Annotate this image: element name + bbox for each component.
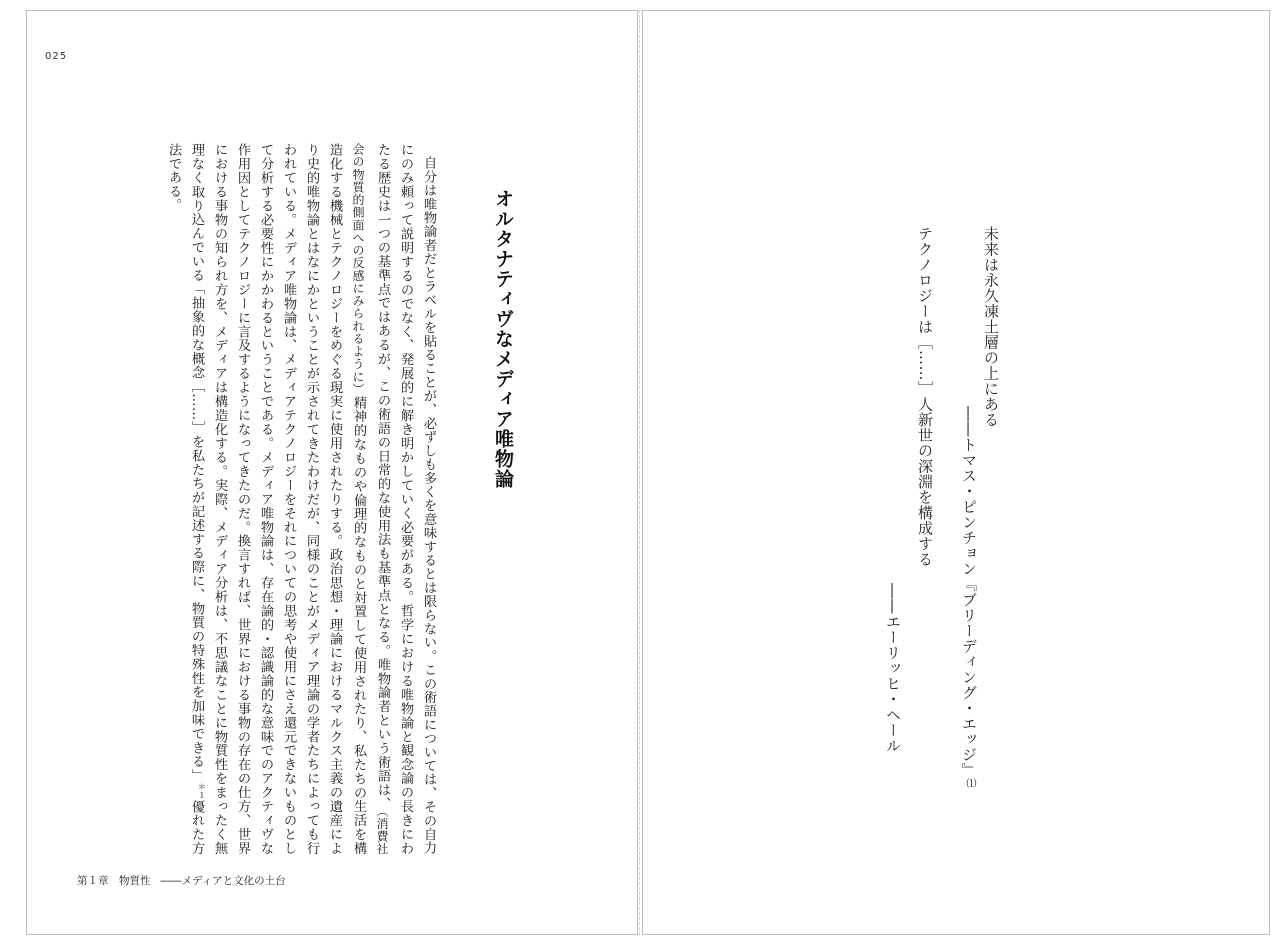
body-text-part2: 精神的なものや倫理的なものと対置して使用されたり、私たちの生活を構造化する機械とテクノロジーをめぐる現実に使用されたりする。政治思想・理論におけるマルクス主義の遺産により史的唯物論とはなにかということが示されてきたわけだが、同様のことがメディア理論の学者たちによっても行われている。メディア唯物論は、メディアテクノロジーをそれについての思考や使用にさえ還元できないものとして分析する必要性にかかわるということである。メディア唯物論は、存在論的・認識論的な意味でのアクティヴな作用因としてテクノロジーに言及するようになってきたのだ。換言すれば、世界における事物の存在の仕方、世界における事物の知られ方を、メディアは構造化する。実際、メディア分析は、不思議なことに物質性をまったく無理なく取り込んでいる「抽象的な概念［……］を私たちが記述する際に、物質の特殊性を加味できる」 xyxy=(189,143,366,855)
epigraph-attribution xyxy=(959,406,979,789)
running-foot-subtitle: ――メディアと文化の土台 xyxy=(160,875,286,887)
epigraph-quote: テクノロジーは［……］人新世の深淵を構成する xyxy=(916,226,934,567)
page-gutter xyxy=(639,10,640,935)
epigraph-attribution-text: ――トマス・ピンチョン『ブリーディング・エッジ』 xyxy=(960,406,978,778)
footnote-marker[interactable]: ＊１ xyxy=(197,782,207,800)
body-text-part3: 優れた方法である。 xyxy=(166,143,204,855)
running-foot xyxy=(77,873,286,888)
right-page xyxy=(642,10,1270,935)
epigraph-note-marker[interactable]: ⑴ xyxy=(964,778,975,789)
epigraph-attribution-text: ――エーリッヒ・ヘール xyxy=(884,583,902,754)
body-text-parenthetical: （消費社会の物質的側面への反感にみられるように） xyxy=(351,143,389,855)
left-page xyxy=(26,10,638,935)
body-text-part1: 自分は唯物論者だとラベルを貼ることが、必ずしも多くを意味するとは限らない。この術語については、その自力にのみ頼って説明するのでなく、発展的に解き明かしていく必要がある。哲学における唯物論と観念論の長きにわたる歴史は一つの基準点ではあるが、この術語の日常的な使用法も基準点となる。唯物論者という術語は、 xyxy=(375,143,436,855)
body-text xyxy=(162,143,440,855)
body-paragraph xyxy=(162,143,440,855)
epigraph-quote: 未来は永久凍土層の上にある xyxy=(982,226,1000,428)
running-foot-chapter: 第１章 物質性 xyxy=(77,875,151,887)
page-number: 025 xyxy=(45,51,68,62)
section-heading: オルタナティヴなメディア唯物論 xyxy=(492,189,514,489)
epigraph-attribution xyxy=(883,583,903,754)
